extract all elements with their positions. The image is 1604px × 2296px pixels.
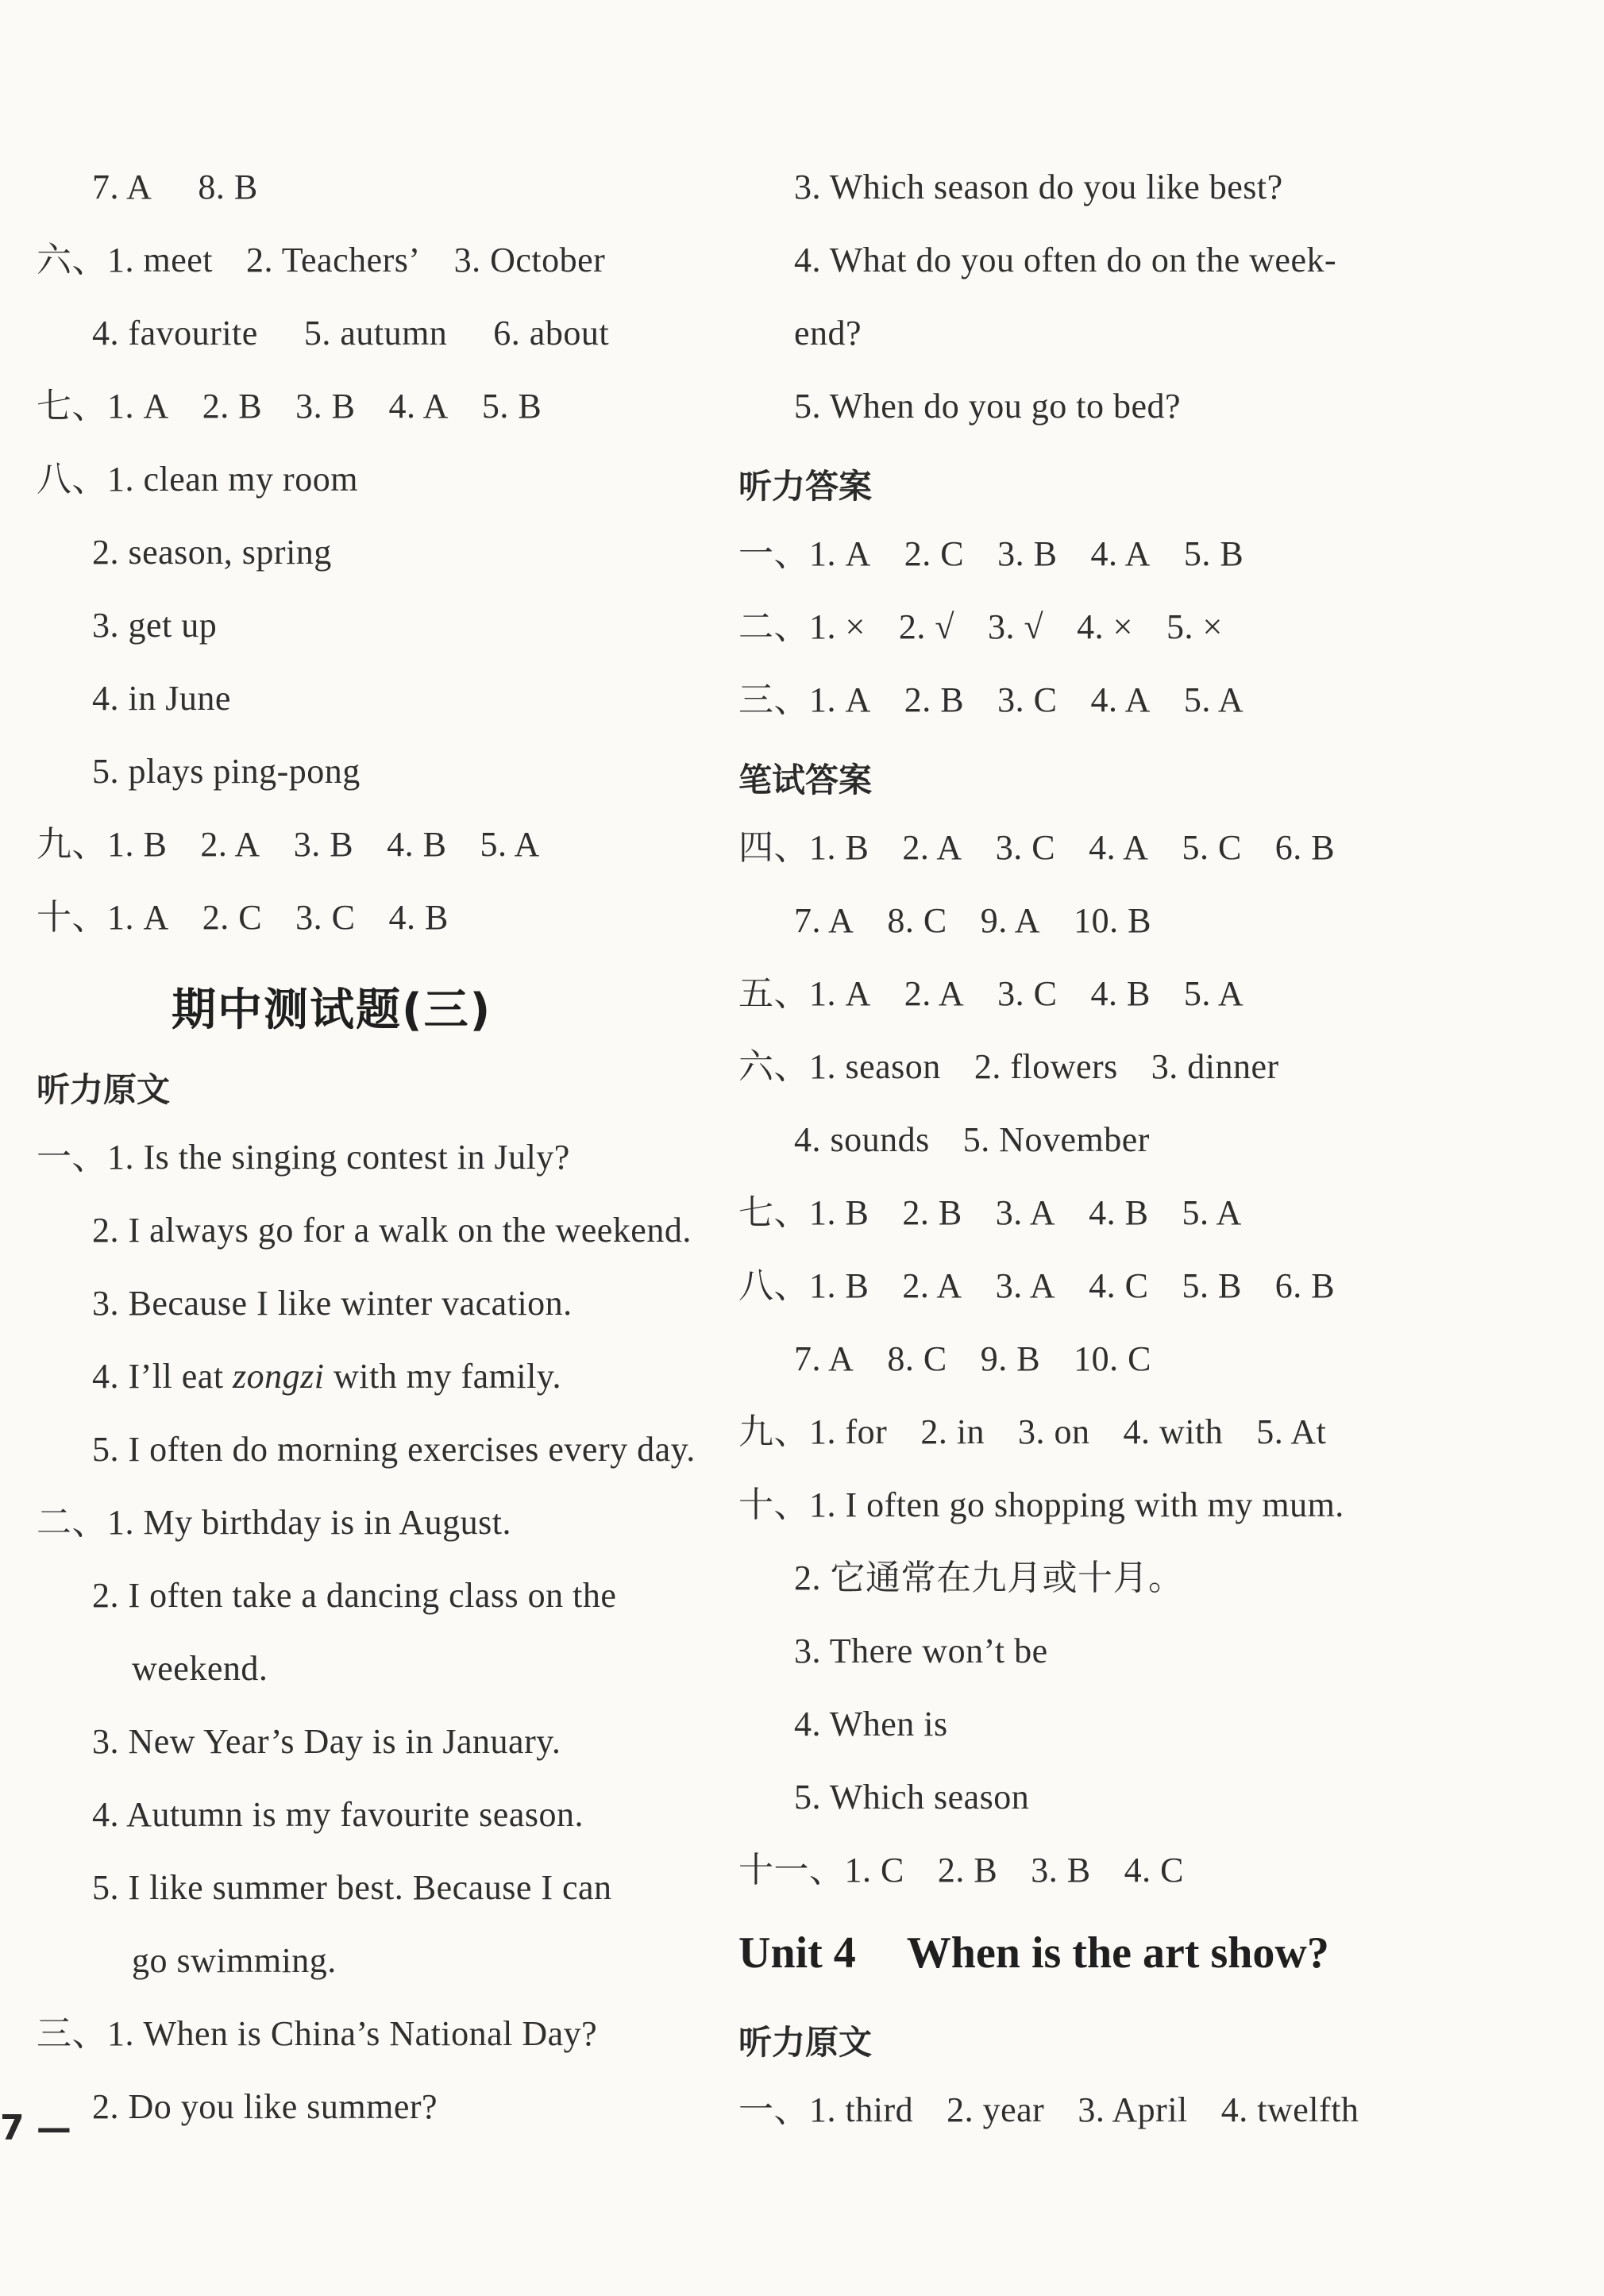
section-heading: 听力原文 (738, 2023, 873, 2062)
script-line: 5. I often do morning exercises every day. (92, 1430, 696, 1469)
script-line: 一、1. Is the singing contest in July? (37, 1138, 570, 1177)
answer-line: 十一、1. C 2. B 3. B 4. C (738, 1851, 1184, 1890)
script-line: 4. Autumn is my favourite season. (92, 1795, 584, 1834)
answer-line: 七、1. B 2. B 3. A 4. B 5. A (738, 1193, 1242, 1232)
unit-label: Unit 4 (738, 1928, 856, 1978)
answer-line: 六、1. meet 2. Teachers’ 3. October (37, 241, 606, 279)
answer-line: 2. season, spring (92, 533, 332, 572)
script-line: 二、1. My birthday is in August. (37, 1503, 512, 1542)
answer-line: 7. A 8. C 9. B 10. C (794, 1339, 1151, 1378)
unit-title (738, 1928, 1329, 1978)
script-line: 3. New Year’s Day is in January. (92, 1722, 561, 1761)
script-line: 2. I often take a dancing class on the (92, 1576, 617, 1615)
answer-line: 十、1. A 2. C 3. C 4. B (37, 898, 449, 937)
section-heading: 笔试答案 (738, 761, 873, 799)
answer-line: 五、1. A 2. A 3. C 4. B 5. A (738, 974, 1244, 1013)
answer-line: 一、1. third 2. year 3. April 4. twelfth (738, 2090, 1359, 2129)
section-heading: 听力答案 (738, 467, 873, 506)
script-line: 2. I always go for a walk on the weekend. (92, 1211, 692, 1250)
answer-line: 八、1. clean my room (37, 460, 358, 499)
answer-line: 7. A 8. B (92, 168, 258, 206)
section-heading: 听力原文 (37, 1070, 171, 1109)
script-line: end? (794, 314, 862, 352)
answer-line: 4. sounds 5. November (794, 1120, 1150, 1159)
answer-line: 3. get up (92, 606, 218, 645)
script-line: 4. I’ll eat zongzi with my family. (92, 1357, 561, 1396)
answer-line: 3. There won’t be (794, 1631, 1048, 1670)
script-line: 三、1. When is China’s National Day? (37, 2014, 598, 2053)
answer-line: 七、1. A 2. B 3. B 4. A 5. B (37, 387, 542, 426)
answer-line: 一、1. A 2. C 3. B 4. A 5. B (738, 534, 1244, 573)
script-line: 2. Do you like summer? (92, 2087, 438, 2126)
answer-line: 4. When is (794, 1705, 948, 1743)
answer-line: 5. plays ping-pong (92, 752, 361, 791)
script-line: weekend. (132, 1649, 268, 1688)
answer-line: 十、1. I often go shopping with my mum. (738, 1485, 1344, 1524)
script-line: 5. I like summer best. Because I can (92, 1868, 612, 1907)
answer-line: 二、1. × 2. √ 3. √ 4. × 5. × (738, 607, 1223, 646)
answer-line: 4. favourite 5. autumn 6. about (92, 314, 610, 352)
answer-line: 5. Which season (794, 1778, 1030, 1816)
page-number: 7 — (0, 2108, 71, 2148)
answer-line: 2. 它通常在九月或十月。 (794, 1558, 1184, 1597)
script-line: 3. Which season do you like best? (794, 168, 1283, 206)
script-line: 4. What do you often do on the week- (794, 241, 1337, 279)
answer-line: 三、1. A 2. B 3. C 4. A 5. A (738, 680, 1244, 719)
answer-line: 六、1. season 2. flowers 3. dinner (738, 1047, 1279, 1086)
script-line: 5. When do you go to bed? (794, 387, 1182, 426)
section-title: 期中测试题(三) (172, 984, 492, 1036)
unit-name: When is the art show? (906, 1928, 1329, 1978)
answer-line: 九、1. B 2. A 3. B 4. B 5. A (37, 825, 540, 864)
answer-line: 4. in June (92, 679, 231, 718)
answer-line: 八、1. B 2. A 3. A 4. C 5. B 6. B (738, 1266, 1336, 1305)
answer-line: 九、1. for 2. in 3. on 4. with 5. At (738, 1412, 1327, 1451)
answer-line: 7. A 8. C 9. A 10. B (794, 901, 1151, 940)
answer-line: 四、1. B 2. A 3. C 4. A 5. C 6. B (738, 828, 1336, 867)
script-line: 3. Because I like winter vacation. (92, 1284, 573, 1323)
script-line: go swimming. (132, 1941, 337, 1980)
